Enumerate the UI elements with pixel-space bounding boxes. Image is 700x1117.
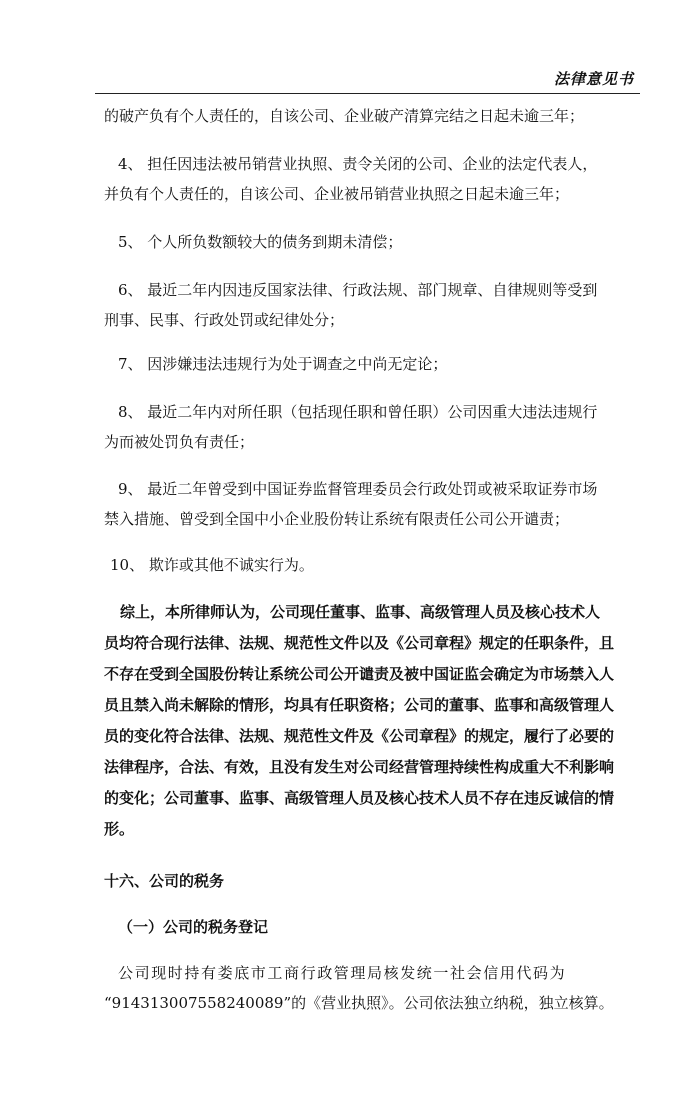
text-line: 形。	[104, 820, 135, 838]
text-line: 8、 最近二年内对所任职（包括现任职和曾任职）公司因重大违法违规行	[118, 403, 598, 421]
section-heading-text: 十六、公司的税务	[104, 872, 225, 890]
paragraph-item-6	[104, 275, 624, 335]
text-line: 的变化；公司董事、监事、高级管理人员及核心技术人员不存在违反诚信的情	[104, 789, 615, 807]
header-title: 法律意见书	[553, 70, 634, 88]
text-line: 综上，本所律师认为，公司现任董事、监事、高级管理人员及核心技术人	[120, 603, 601, 621]
text-line: 禁入措施、曾受到全国中小企业股份转让系统有限责任公司公开谴责；	[104, 510, 570, 528]
text-line: 为而被处罚负有责任；	[104, 433, 255, 451]
paragraph-item-7	[104, 349, 624, 379]
text-line: 员的变化符合法律、法规、规范性文件及《公司章程》的规定，履行了必要的	[104, 727, 615, 745]
text-line: 4、 担任因违法被吊销营业执照、责令关闭的公司、企业的法定代表人，	[118, 155, 598, 173]
header-rule	[95, 93, 640, 94]
paragraph-item-10	[104, 550, 624, 580]
text-line: 6、 最近二年内因违反国家法律、行政法规、部门规章、自律规则等受到	[118, 281, 598, 299]
subsection-heading	[104, 912, 624, 942]
paragraph-item-8	[104, 397, 624, 457]
text-line: 刑事、民事、行政处罚或纪律处分；	[104, 311, 345, 329]
paragraph-item-9	[104, 474, 624, 534]
text-line: 7、 因涉嫌违法违规行为处于调查之中尚无定论；	[118, 355, 448, 373]
text-line: 法律程序，合法、有效，且没有发生对公司经营管理持续性构成重大不利影响	[104, 758, 615, 776]
text-line: 5、 个人所负数额较大的债务到期未清偿；	[118, 233, 403, 251]
text-line: 员且禁入尚未解除的情形，均具有任职资格；公司的董事、监事和高级管理人	[104, 696, 615, 714]
text-line: 10、 欺诈或其他不诚实行为。	[110, 556, 314, 574]
paragraph-item-5	[104, 227, 624, 257]
text-line: 不存在受到全国股份转让系统公司公开谴责及被中国证监会确定为市场禁入人	[104, 665, 615, 683]
text-line: 9、 最近二年曾受到中国证券监督管理委员会行政处罚或被采取证券市场	[118, 480, 598, 498]
text-line: 并负有个人责任的，自该公司、企业被吊销营业执照之日起未逾三年；	[104, 185, 570, 203]
paragraph-item-4	[104, 149, 624, 209]
text-line: 的破产负有个人责任的，自该公司、企业破产清算完结之日起未逾三年；	[104, 107, 585, 125]
text-line: “914313007558240089”的《营业执照》。公司依法独立纳税，独立核算。	[104, 994, 614, 1012]
subsection-heading-text: （一）公司的税务登记	[118, 918, 269, 936]
paragraph-summary	[104, 597, 624, 845]
paragraph-tax	[104, 958, 624, 1018]
paragraph-continuation	[104, 101, 624, 131]
text-line: 公司现时持有娄底市工商行政管理局核发统一社会信用代码为	[118, 964, 567, 982]
text-line: 员均符合现行法律、法规、规范性文件以及《公司章程》规定的任职条件，且	[104, 634, 615, 652]
section-heading	[104, 866, 624, 896]
